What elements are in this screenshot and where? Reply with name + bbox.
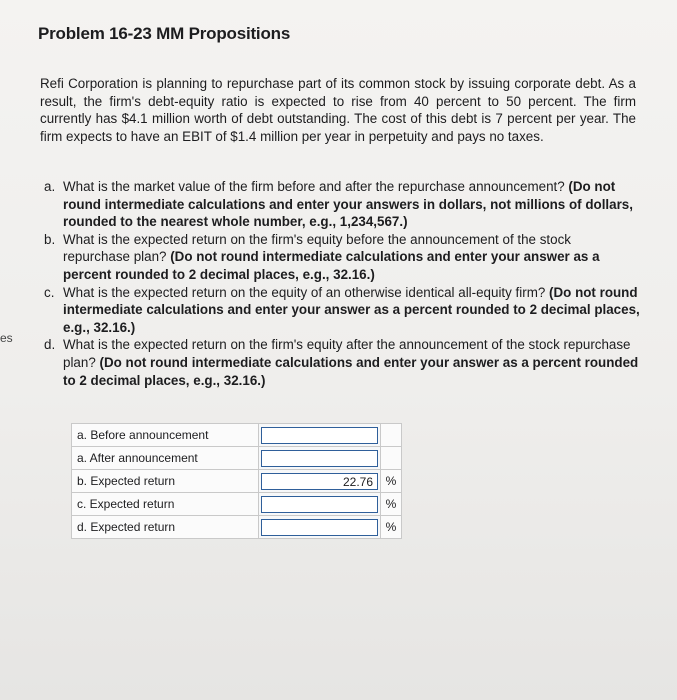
edge-text-fragment: es (0, 331, 13, 345)
after-announcement-value-input[interactable] (261, 450, 378, 467)
question-instruction: (Do not round intermediate calculations and enter your answer as a percent rounded to 2 decimal places, e.g., 32.16.) (63, 284, 640, 335)
d-expected-return-input[interactable] (261, 519, 378, 536)
answer-input-cell (259, 516, 381, 539)
question-text: What is the expected return on the firm's equity before the announcement of the stock repurchase plan? (63, 231, 571, 265)
question-d (44, 336, 640, 389)
question-b (44, 231, 640, 284)
question-text: What is the expected return on the equity of an otherwise identical all-equity firm? (63, 284, 550, 300)
problem-title: Problem 16-23 MM Propositions (38, 24, 291, 43)
answer-input-cell (259, 447, 381, 470)
answer-row-d-expected-return (72, 516, 402, 539)
answer-label: c. Expected return (72, 493, 259, 516)
answer-input-cell (259, 493, 381, 516)
question-letter: a. (44, 179, 56, 194)
answer-row-b-expected-return (72, 470, 402, 493)
answer-unit (381, 447, 402, 470)
question-text: What is the expected return on the firm's equity after the announcement of the stock repurchase plan? (63, 337, 631, 370)
percent-unit: % (381, 493, 402, 516)
before-announcement-value-input[interactable] (261, 427, 378, 444)
c-expected-return-input[interactable] (261, 496, 378, 513)
answer-label: b. Expected return (72, 470, 259, 493)
question-instruction: (Do not round intermediate calculations and enter your answers in dollars, not millions of dollars, rounded to the nearest whole number, e.g., 1,234,567.) (63, 179, 633, 230)
answer-input-cell (259, 424, 381, 447)
question-list (44, 178, 640, 389)
question-letter: b. (44, 231, 56, 247)
question-letter: c. (44, 284, 55, 300)
answer-input-cell (259, 470, 381, 493)
answer-table (71, 423, 402, 539)
answer-row-before-announcement (72, 424, 402, 447)
answer-label: d. Expected return (72, 516, 259, 539)
percent-unit: % (381, 516, 402, 539)
answer-row-c-expected-return (72, 493, 402, 516)
question-letter: d. (44, 337, 56, 353)
answer-unit (381, 424, 402, 447)
question-c (44, 284, 640, 337)
problem-page (18, 0, 658, 700)
answer-label: a. After announcement (72, 447, 259, 470)
problem-statement: Refi Corporation is planning to repurchase part of its common stock by issuing corporate debt. As a result, the firm's debt-equity ratio is expected to rise from 40 percent to 50 percent. The firm currently has $4.1 million worth of debt outstanding. The cost of this debt is 7 percent per year. The firm expects to have an EBIT of $1.4 million per year in perpetuity and pays no taxes. (40, 76, 636, 144)
question-text: What is the market value of the firm before and after the repurchase announcement? (63, 179, 569, 194)
question-instruction: (Do not round intermediate calculations and enter your answer as a percent rounded to 2 decimal places, e.g., 32.16.) (63, 249, 600, 282)
question-instruction: (Do not round intermediate calculations and enter your answer as a percent rounded to 2 decimal places, e.g., 32.16.) (63, 354, 639, 388)
question-a (44, 178, 640, 231)
b-expected-return-input[interactable]: 22.76 (261, 473, 378, 490)
percent-unit: % (381, 470, 402, 493)
answer-label: a. Before announcement (72, 424, 259, 447)
answer-row-after-announcement (72, 447, 402, 470)
